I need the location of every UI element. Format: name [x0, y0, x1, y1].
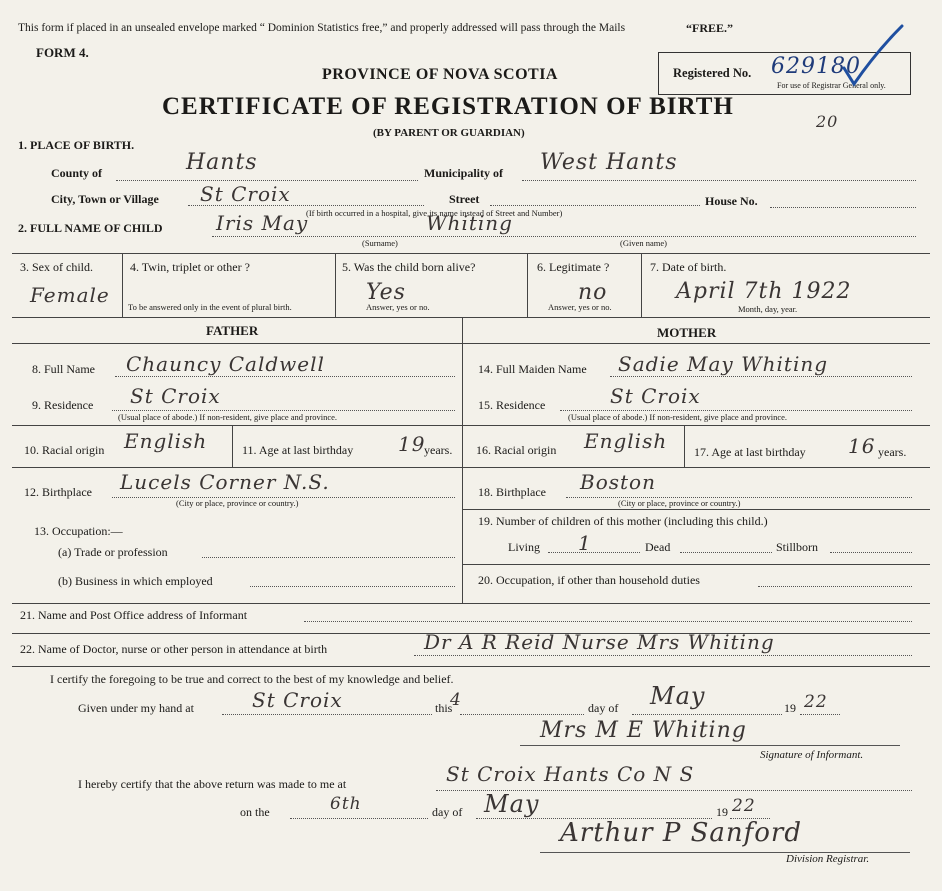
mother-birthplace-note: (City or place, province or country.): [618, 498, 741, 508]
registration-day: 6th: [330, 794, 362, 814]
street-label: Street: [449, 192, 480, 206]
registration-year: 22: [732, 796, 756, 816]
legitimate-label: 6. Legitimate ?: [537, 260, 610, 274]
city-value: St Croix: [200, 182, 291, 206]
child-given-name: Iris May: [216, 211, 309, 235]
mother-age-label: 17. Age at last birthday: [694, 445, 806, 459]
check-mark-icon: [836, 22, 906, 92]
stillborn-label: Stillborn: [776, 540, 819, 554]
given-year: 22: [804, 692, 828, 712]
living-value: 1: [578, 531, 592, 555]
registration-dayof-label: day of: [432, 805, 463, 819]
born-alive-note: Answer, yes or no.: [366, 302, 430, 312]
mailing-notice: This form if placed in an unsealed envelope marked “ Dominion Statistics free,” and properly addressed will pass through the Mails: [18, 22, 626, 34]
mother-birthplace-value: Boston: [580, 470, 656, 494]
registration-month: May: [484, 790, 540, 818]
father-race-label: 10. Racial origin: [24, 443, 105, 457]
father-name-value: Chauncy Caldwell: [126, 352, 325, 376]
municipality-label: Municipality of: [424, 166, 504, 180]
dead-label: Dead: [645, 540, 671, 554]
given-place: St Croix: [252, 688, 343, 712]
registered-number: 629180: [771, 54, 861, 79]
father-birthplace-label: 12. Birthplace: [24, 485, 92, 499]
father-residence-value: St Croix: [130, 384, 221, 408]
legitimate-value: no: [578, 280, 608, 305]
born-alive-value: Yes: [366, 280, 406, 305]
children-count-label: 19. Number of children of this mother (including this child.): [478, 514, 768, 528]
plural-birth-note: To be answered only in the event of plural birth.: [128, 302, 292, 312]
mother-heading: MOTHER: [657, 325, 717, 340]
occupation-trade-label: (a) Trade or profession: [58, 545, 168, 559]
given-day: 4: [450, 690, 462, 710]
given-dayof-label: day of: [588, 701, 619, 715]
mother-race-label: 16. Racial origin: [476, 443, 557, 457]
mother-age-value: 16: [848, 434, 876, 458]
father-age-value: 19: [398, 432, 426, 456]
father-age-unit: years.: [424, 443, 453, 457]
child-surname: Whiting: [426, 211, 513, 235]
given-label: Given under my hand at: [78, 701, 194, 715]
mother-residence-value: St Croix: [610, 384, 701, 408]
informant-signature: Mrs M E Whiting: [540, 718, 747, 743]
father-name-label: 8. Full Name: [32, 362, 95, 376]
county-value: Hants: [186, 150, 258, 175]
county-label: County of: [51, 166, 103, 180]
birth-date-note: Month, day, year.: [738, 304, 798, 314]
registrar-certification: I hereby certify that the above return was made to me at: [78, 777, 347, 791]
father-residence-note: (Usual place of abode.) If non-resident, give place and province.: [118, 412, 338, 422]
father-age-label: 11. Age at last birthday: [242, 443, 354, 457]
father-residence-label: 9. Residence: [32, 398, 94, 412]
registration-year-prefix: 19: [716, 805, 728, 819]
hospital-note: (If birth occurred in a hospital, give its name instead of Street and Number): [306, 208, 563, 218]
living-label: Living: [508, 540, 540, 554]
birth-date-value: April 7th 1922: [676, 279, 852, 304]
attendant-value: Dr A R Reid Nurse Mrs Whiting: [424, 630, 775, 654]
given-month: May: [650, 682, 706, 710]
father-birthplace-value: Lucels Corner N.S.: [120, 470, 330, 494]
father-race-value: English: [124, 429, 208, 453]
sex-label: 3. Sex of child.: [20, 260, 93, 274]
place-of-birth-heading: 1. PLACE OF BIRTH.: [18, 138, 135, 152]
page-title: CERTIFICATE OF REGISTRATION OF BIRTH: [162, 93, 734, 120]
mother-age-unit: years.: [878, 445, 907, 459]
born-alive-label: 5. Was the child born alive?: [342, 260, 476, 274]
mother-birthplace-label: 18. Birthplace: [478, 485, 546, 499]
given-year-prefix: 19: [784, 701, 796, 715]
father-birthplace-note: (City or place, province or country.): [176, 498, 299, 508]
mother-name-value: Sadie May Whiting: [618, 352, 829, 376]
informant-signature-label: Signature of Informant.: [760, 749, 864, 761]
child-name-label: 2. FULL NAME OF CHILD: [18, 221, 163, 235]
surname-note: (Surname): [362, 238, 398, 248]
informant-certification: I certify the foregoing to be true and correct to the best of my knowledge and belief.: [50, 672, 454, 686]
free-notice: “FREE.”: [686, 21, 734, 35]
attendant-label: 22. Name of Doctor, nurse or other person in attendance at birth: [20, 642, 328, 656]
house-label: House No.: [705, 194, 758, 208]
registration-on-label: on the: [240, 805, 270, 819]
legitimate-note: Answer, yes or no.: [548, 302, 612, 312]
registered-label: Registered No.: [673, 66, 752, 80]
corner-mark: 20: [816, 112, 839, 131]
mother-residence-note: (Usual place of abode.) If non-resident, give place and province.: [568, 412, 788, 422]
father-heading: FATHER: [206, 323, 259, 338]
mother-residence-label: 15. Residence: [478, 398, 546, 412]
registration-place: St Croix Hants Co N S: [446, 762, 695, 786]
form-number: FORM 4.: [36, 45, 89, 60]
sex-value: Female: [30, 283, 110, 307]
occupation-business-label: (b) Business in which employed: [58, 574, 213, 588]
province-heading: PROVINCE OF NOVA SCOTIA: [322, 66, 558, 83]
given-name-note: (Given name): [620, 238, 667, 248]
plural-birth-label: 4. Twin, triplet or other ?: [130, 260, 250, 274]
occupation-heading: 13. Occupation:—: [34, 524, 123, 538]
mother-name-label: 14. Full Maiden Name: [478, 362, 587, 376]
birth-date-label: 7. Date of birth.: [650, 260, 727, 274]
mother-occupation-label: 20. Occupation, if other than household duties: [478, 573, 700, 587]
registrar-signature: Arthur P Sanford: [560, 818, 803, 848]
informant-label: 21. Name and Post Office address of Informant: [20, 608, 248, 622]
page-subtitle: (BY PARENT OR GUARDIAN): [373, 127, 525, 139]
city-label: City, Town or Village: [51, 192, 159, 206]
registered-note: For use of Registrar General only.: [777, 81, 886, 90]
municipality-value: West Hants: [540, 150, 678, 175]
registrar-signature-label: Division Registrar.: [786, 853, 870, 865]
mother-race-value: English: [584, 429, 668, 453]
this-label: this: [435, 701, 453, 715]
